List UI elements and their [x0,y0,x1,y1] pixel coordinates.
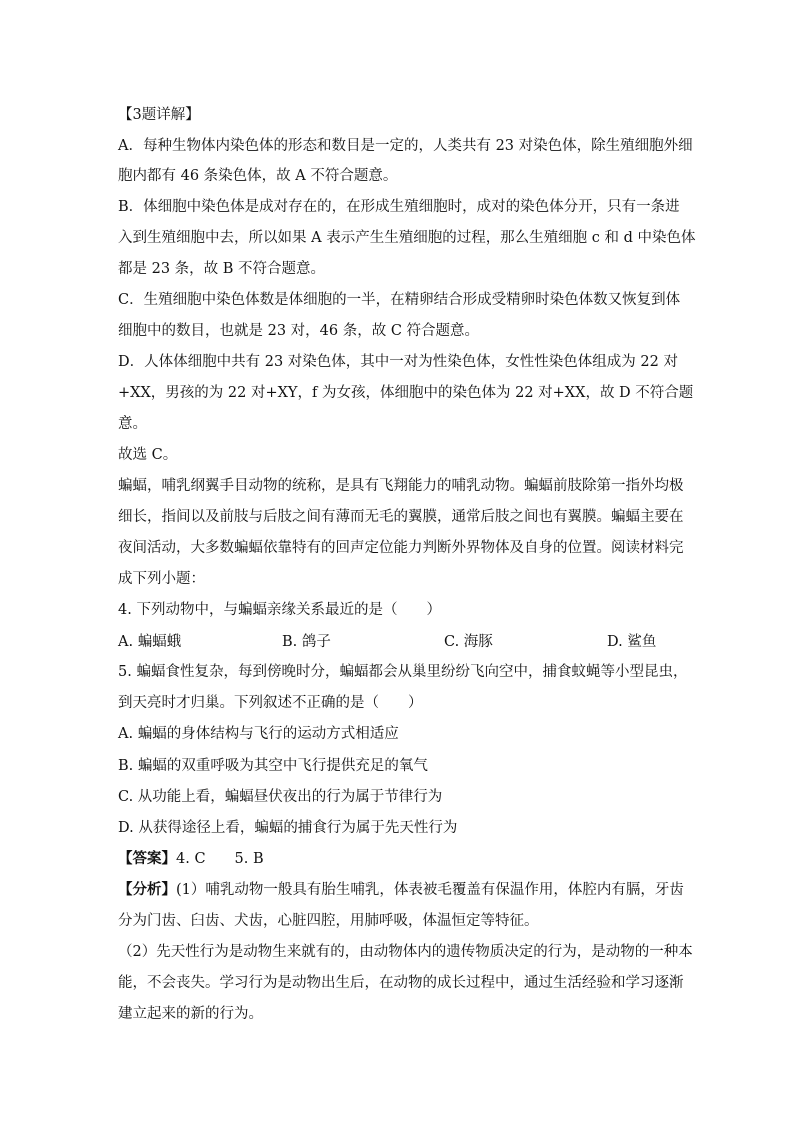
explanation-c-line1: C．生殖细胞中染色体数是体细胞的一半，在精卵结合形成受精卵时染色体数又恢复到体 [118,292,681,308]
analysis-p2-line1: （2）先天性行为是动物生来就有的，由动物体内的遗传物质决定的行为，是动物的一种本 [118,944,693,960]
question-4-option-c: C. 海豚 [444,634,493,650]
question-5-option-a: A. 蝙蝠的身体结构与飞行的运动方式相适应 [118,726,399,742]
question-5-option-c: C. 从功能上看，蝙蝠昼伏夜出的行为属于节律行为 [118,789,443,805]
analysis-p1-line1: (1）哺乳动物一般具有胎生哺乳，体表被毛覆盖有保温作用，体腔内有膈，牙齿 [176,882,684,898]
question-5-stem-line2: 到天亮时才归巢。下列叙述不正确的是（ ） [118,695,423,711]
analysis-p2-line2: 能，不会丧失。学习行为是动物出生后，在动物的成长过程中，通过生活经验和学习逐渐 [118,975,684,991]
explanation-b-line3: 都是 23 条，故 B 不符合题意。 [118,261,326,277]
question-4-stem: 4. 下列动物中，与蝙蝠亲缘关系最近的是（ ） [118,602,441,618]
section-heading: 【3题详解】 [118,107,200,123]
final-choice: 故选 C。 [118,447,178,463]
explanation-a-line2: 胞内都有 46 条染色体，故 A 不符合题意。 [118,168,398,184]
explanation-d-line1: D．人体体细胞中共有 23 对染色体，其中一对为性染色体，女性性染色体组成为 22 对 [118,354,678,370]
analysis-line1 [118,880,684,900]
passage-line2: 细长，指间以及前肢与后肢之间有薄而无毛的翼膜，通常后肢之间也有翼膜。蝙蝠主要在 [118,509,684,525]
analysis-p2-line3: 建立起来的新的行为。 [118,1006,263,1022]
passage-line1: 蝙蝠，哺乳纲翼手目动物的统称，是具有飞翔能力的哺乳动物。蝙蝠前肢除第一指外均极 [118,478,684,494]
explanation-d-line2: +XX，男孩的为 22 对+XY，f 为女孩，体细胞中的染色体为 22 对+XX，故 D 不符合题 [118,385,694,401]
answer-text: 4. C 5. B [176,851,264,867]
question-4-option-d: D. 鲨鱼 [607,634,657,650]
explanation-b-line1: B．体细胞中染色体是成对存在的，在形成生殖细胞时，成对的染色体分开，只有一条进 [118,199,680,215]
answer-label: 【答案】 [118,850,176,867]
explanation-d-line3: 意。 [118,416,147,432]
question-5-option-d: D. 从获得途径上看，蝙蝠的捕食行为属于先天性行为 [118,820,458,836]
analysis-p1-line2: 分为门齿、臼齿、犬齿，心脏四腔，用肺呼吸，体温恒定等特征。 [118,913,539,929]
question-4-option-b: B. 鸽子 [282,634,331,650]
explanation-b-line2: 入到生殖细胞中去，所以如果 A 表示产生生殖细胞的过程，那么生殖细胞 c 和 d 中染色体 [118,230,696,246]
explanation-a-line1: A．每种生物体内染色体的形态和数目是一定的，人类共有 23 对染色体，除生殖细胞外细 [118,138,693,154]
passage-line4: 成下列小题： [118,571,205,587]
explanation-c-line2: 细胞中的数目，也就是 23 对，46 条，故 C 符合题意。 [118,323,480,339]
question-5-stem-line1: 5. 蝙蝠食性复杂，每到傍晚时分，蝙蝠都会从巢里纷纷飞向空中，捕食蚊蝇等小型昆虫， [118,664,688,680]
question-4-option-a: A. 蝙蝠蛾 [118,634,182,650]
question-5-option-b: B. 蝙蝠的双重呼吸为其空中飞行提供充足的氧气 [118,758,428,774]
analysis-label: 【分析】 [118,881,176,898]
answer-line [118,849,264,869]
passage-line3: 夜间活动，大多数蝙蝠依靠特有的回声定位能力判断外界物体及自身的位置。阅读材料完 [118,540,684,556]
